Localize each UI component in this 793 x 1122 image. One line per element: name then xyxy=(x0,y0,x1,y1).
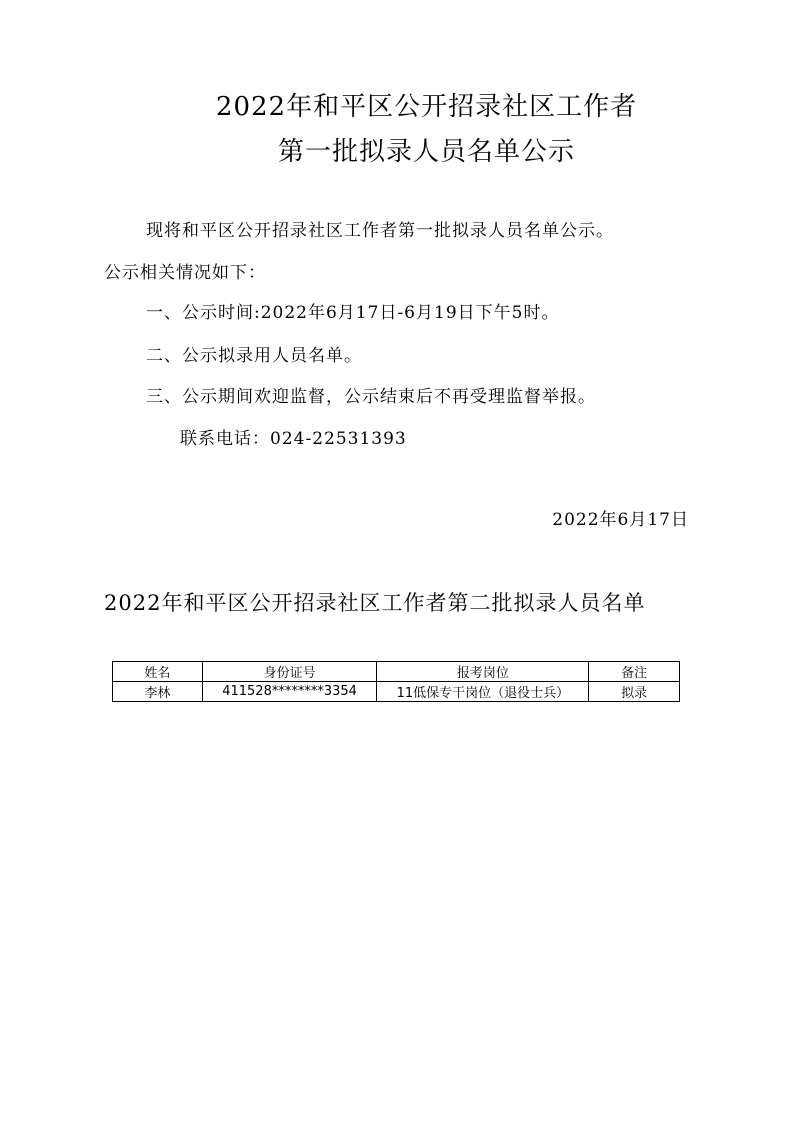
header-position: 报考岗位 xyxy=(377,662,589,682)
table-row xyxy=(113,682,680,702)
notice-item-time: 一、公示时间:2022年6月17日-6月19日下午5时。 xyxy=(146,303,560,323)
notice-item-supervision: 三、公示期间欢迎监督，公示结束后不再受理监督举报。 xyxy=(146,387,596,407)
notice-title-line1: 2022年和平区公开招录社区工作者 xyxy=(215,92,638,122)
cell-remark: 拟录 xyxy=(589,682,680,702)
header-name: 姓名 xyxy=(113,662,203,682)
notice-item-list: 二、公示拟录用人员名单。 xyxy=(146,346,362,366)
intro-paragraph: 现将和平区公开招录社区工作者第一批拟录人员名单公示。 xyxy=(146,221,614,241)
contact-phone: 联系电话：024-22531393 xyxy=(180,429,407,449)
table-header-row xyxy=(113,662,680,682)
cell-id-number: 411528********3354 xyxy=(202,682,377,702)
notice-date: 2022年6月17日 xyxy=(552,510,689,530)
header-remark: 备注 xyxy=(589,662,680,682)
notice-title-line2: 第一批拟录人员名单公示 xyxy=(277,137,575,167)
candidate-table xyxy=(112,661,680,702)
list-heading: 2022年和平区公开招录社区工作者第二批拟录人员名单 xyxy=(104,591,646,615)
header-id-number: 身份证号 xyxy=(202,662,377,682)
cell-name: 李林 xyxy=(113,682,203,702)
cell-position: 11低保专干岗位（退役士兵） xyxy=(377,682,589,702)
intro-paragraph-continued: 公示相关情况如下： xyxy=(104,263,266,283)
